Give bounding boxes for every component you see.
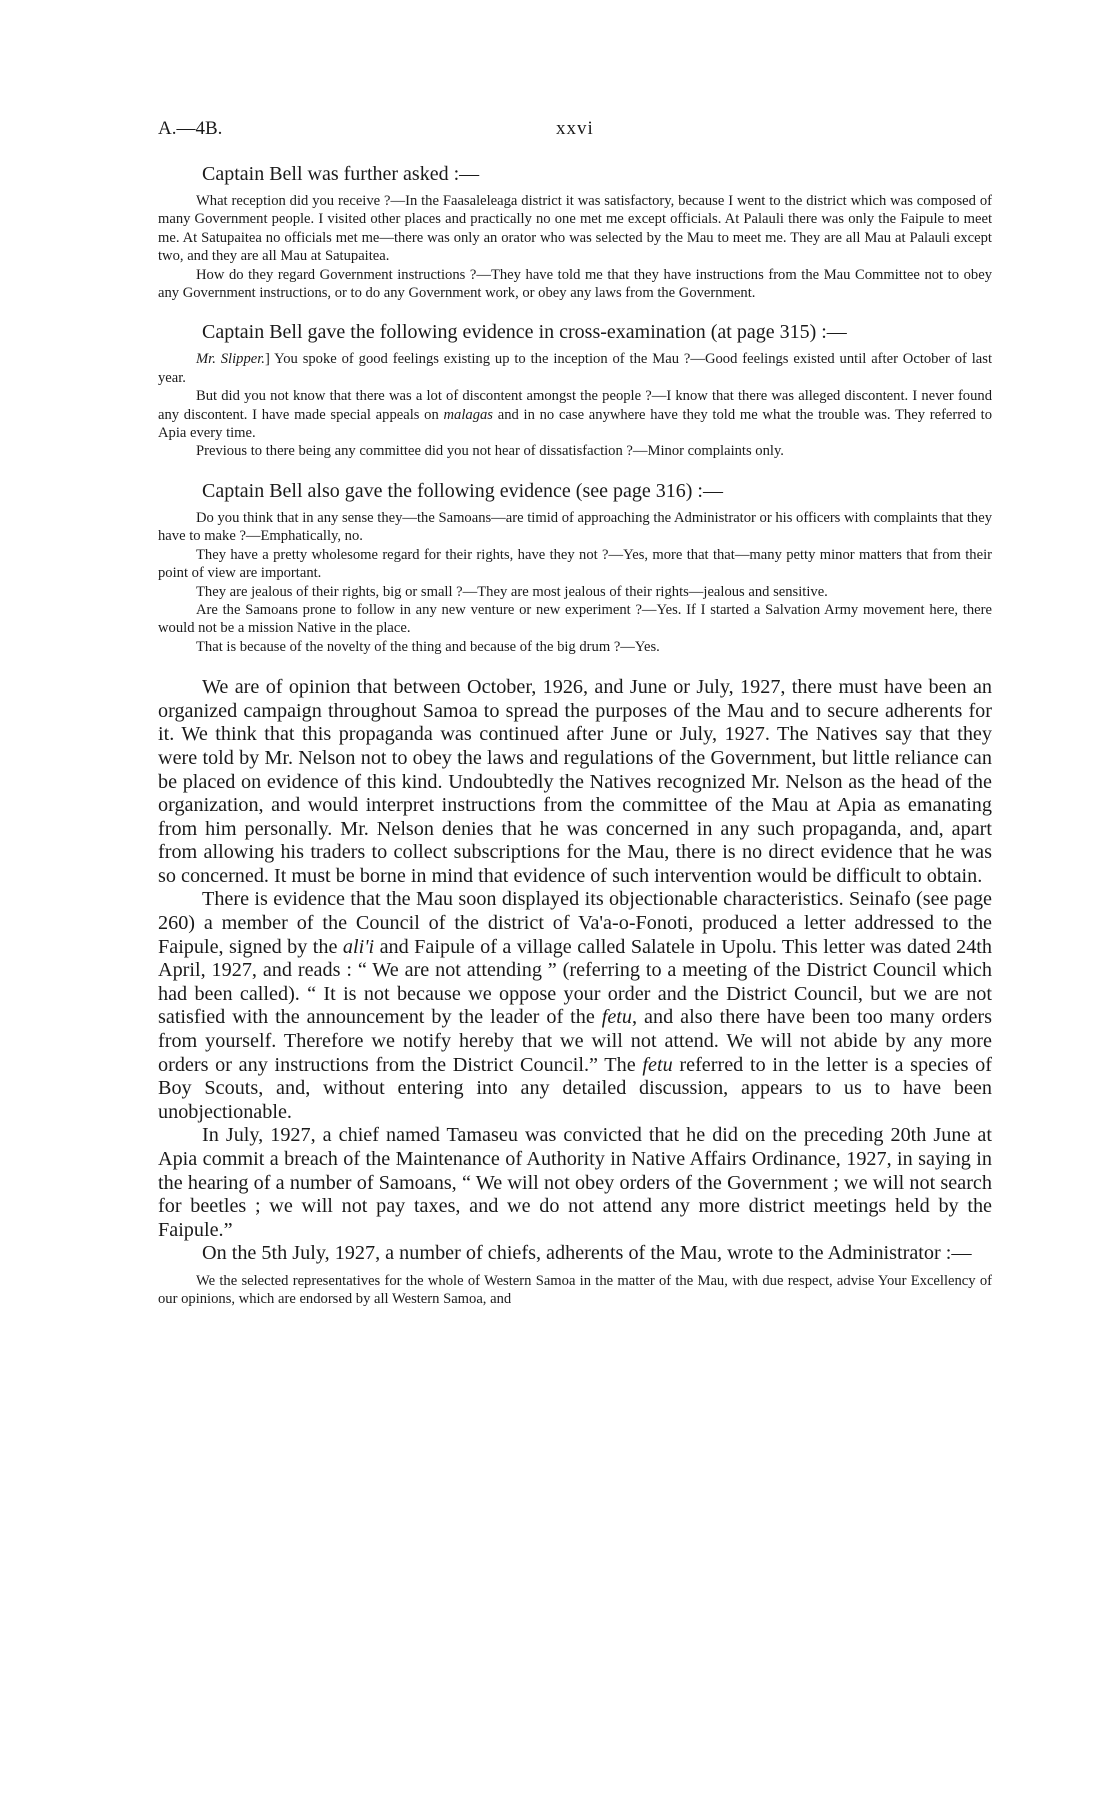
closing-quote: [158, 1272, 992, 1309]
page-header: [158, 118, 992, 144]
evidence-text: ] You spoke of good feelings existing up to the inception of the Mau ?—Good feelings existed until after October of last year.: [158, 351, 992, 386]
body-paragraph: In July, 1927, a chief named Tamaseu was convicted that he did on the preceding 20th June at Apia commit a breach of the Maintenance of Authority in Native Affairs Ordinance, 1927, in saying in the hearing of a number of Samoans, “ We will not obey orders of the Government ; we will not search for beetles ; we will not pay taxes, and we do not attend any more district meetings held by the Faipule.”: [158, 1124, 992, 1241]
evidence-paragraph: That is because of the novelty of the thing and because of the big drum ?—Yes.: [196, 638, 660, 655]
section2-lead: Captain Bell gave the following evidence in cross-examination (at page 315) :—: [202, 321, 847, 344]
page-number: xxvi: [556, 118, 594, 139]
section1-evidence: [158, 192, 992, 302]
evidence-paragraph: Are the Samoans prone to follow in any new venture or new experiment ?—Yes. If I started a Salvation Army movement here, there would not be a mission Native in the place.: [158, 601, 992, 637]
evidence-text: and in no case anywhere have they told me what the trouble was. They referred to Apia every time.: [158, 406, 992, 442]
body-text: and Faipule of a village called Salatele in Upolu. This letter was dated 24th April, 1927, and reads : “ We are not attending ” (referring to a meeting of the District Council which had been called). “ It is not because we oppose your order and the District Council, but we are not satisfied with the announcement by the leader of the: [158, 935, 992, 1029]
body-text: , and also there have been too many orders from yourself. Therefore we notify hereby that we will not attend. We will not abide by any more orders or any instructions from the District Council.” The: [158, 1006, 992, 1076]
body-paragraph: We are of opinion that between October, 1926, and June or July, 1927, there must have been an organized campaign throughout Samoa to spread the purposes of the Mau and to secure adherents for it. We think that this propaganda was continued after June or July, 1927. The Natives say that they were told by Mr. Nelson not to obey the laws and regulations of the Government, but little reliance can be placed on evidence of this kind. Undoubtedly the Natives recognized Mr. Nelson as the head of the organization, and would interpret instructions from the committee of the Mau at Apia as emanating from him personally. Mr. Nelson denies that he was concerned in any such propaganda, and, apart from allowing his traders to collect subscriptions for the Mau, there is no direct evidence that he was so concerned. It must be borne in mind that evidence of such intervention would be difficult to obtain.: [158, 676, 992, 887]
evidence-text: But did you not know that there was a lot of discontent amongst the people ?—I know that there was alleged discontent. I never found any discontent. I have made special appeals on: [158, 388, 992, 423]
body-text: referred to in the letter is a species of Boy Scouts, and, without entering into any detailed discussion, appears to us to have been unobjectionable.: [158, 1053, 992, 1123]
report-body: [158, 676, 992, 1266]
evidence-paragraph: Do you think that in any sense they—the Samoans—are timid of approaching the Administrator or his officers with complaints that they have to make ?—Emphatically, no.: [158, 509, 992, 545]
section2-evidence: [158, 350, 992, 460]
evidence-paragraph: They have a pretty wholesome regard for their rights, have they not ?—Yes, more that that—many petty minor matters that from their point of view are important.: [158, 546, 992, 582]
body-paragraph: On the 5th July, 1927, a number of chiefs, adherents of the Mau, wrote to the Administrator :—: [202, 1242, 972, 1265]
evidence-paragraph: Previous to there being any committee did you not hear of dissatisfaction ?—Minor complaints only.: [196, 443, 784, 460]
evidence-paragraph: [158, 350, 992, 387]
evidence-paragraph: How do they regard Government instructions ?—They have told me that they have instructions from the Mau Committee not to obey any Government instructions, or to do any Government work, or obey any laws from the Government.: [158, 266, 992, 302]
section3-lead: Captain Bell also gave the following evidence (see page 316) :—: [202, 479, 723, 502]
body-text: There is evidence that the Mau soon displayed its objectionable characteristics. Seinafo (see page 260) a member of the Council of the district of Va'a-o-Fonoti, produced a letter addressed to the Faipule, signed by the: [158, 888, 992, 958]
evidence-paragraph: They are jealous of their rights, big or small ?—They are most jealous of their rights—jealous and sensitive.: [196, 583, 828, 600]
speaker-name: Mr. Slipper.: [196, 351, 265, 368]
italic-term: malagas: [443, 406, 493, 423]
body-paragraph: [158, 888, 992, 1124]
italic-term: fetu: [642, 1053, 673, 1076]
italic-term: ali'i: [342, 935, 375, 958]
quote-paragraph: We the selected representatives for the whole of Western Samoa in the matter of the Mau, with due respect, advise Your Excellency of our opinions, which are endorsed by all Western Samoa, and: [158, 1272, 992, 1308]
evidence-paragraph: [158, 387, 992, 442]
section1-lead: Captain Bell was further asked :—: [202, 163, 480, 185]
section3-evidence: [158, 509, 992, 656]
document-code: A.—4B.: [158, 118, 223, 139]
italic-term: fetu: [601, 1006, 633, 1029]
evidence-paragraph: What reception did you receive ?—In the Faasaleleaga district it was satisfactory, because I went to the district which was composed of many Government people. I visited other places and practically no one met me except officials. At Palauli there was only the Faipule to meet me. At Satupaitea no officials met me—there was only an orator who was selected by the Mau to meet me. They are all Mau at Palauli except two, and they are all Mau at Satupaitea.: [158, 193, 992, 265]
document-page: [158, 118, 992, 1309]
